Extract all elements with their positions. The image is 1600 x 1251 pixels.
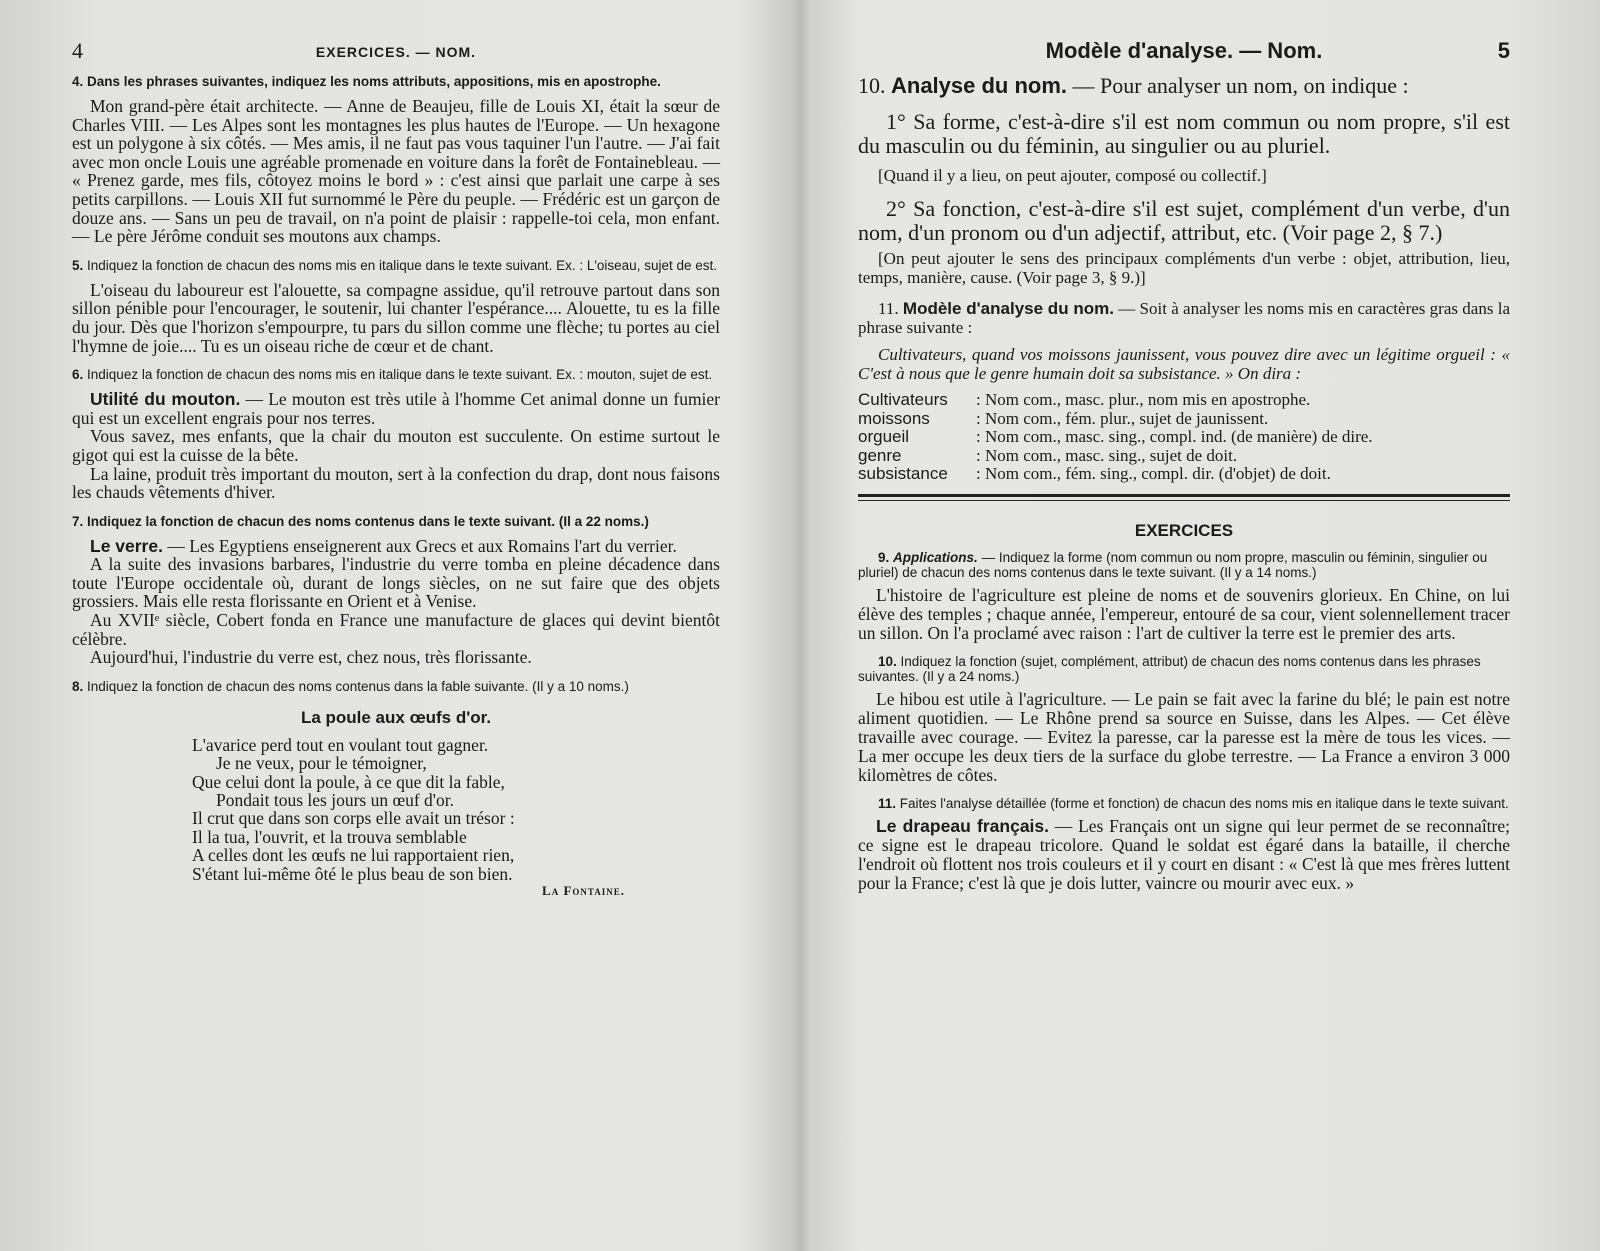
exercise-10-text: Le hibou est utile à l'agriculture. — Le pain se fait avec la farine du blé; le pain est notre aliment quotidien. — Le Rhône prend sa source en Suisse, dans les Alpes. — Cet élève travaille avec courage. — Evitez la paresse, car la paresse est la mère de tous les vices. — La mer occupe les deux tiers de la surface du globe terrestre. — La France a environ 3 000 kilomètres de côtes. [858, 689, 1510, 785]
exercise-7-para-3: Au XVIIᵉ siècle, Cobert fonda en France une manufacture de glaces qui devint bientôt célèbre. [72, 610, 720, 649]
exercise-number: 9. [878, 549, 890, 565]
exercise-9-instruction [858, 550, 1510, 580]
poem [192, 736, 720, 883]
instruction-text: Indiquez la fonction de chacun des noms contenus dans la fable suivante. (Il y a 10 noms.) [87, 678, 629, 694]
analysis-detail: : Nom com., fém. plur., sujet de jaunissent. [976, 408, 1269, 428]
instruction-text: Indiquez la fonction (sujet, complément, attribut) de chacun des noms contenus dans les phrases suivantes. (Il y a 24 noms.) [858, 654, 1481, 685]
para-text: — Le mouton est très utile à l'homme Cet animal donne un fumier qui est un excellent engrais pour nos terres. [72, 389, 721, 428]
section-title: Analyse du nom. [891, 73, 1068, 98]
model-sentence: Cultivateurs, quand vos moissons jaunissent, vous pouvez dire avec un légitime orgueil : « C'est à nous que le genre humain doit sa subsistance. » On dira : [858, 345, 1510, 383]
left-page [0, 0, 790, 1251]
exercise-11-text [858, 817, 1510, 892]
section-10-intro [858, 74, 1510, 98]
divider-rule [858, 500, 1510, 501]
page-number: 4 [72, 38, 83, 63]
exercise-number: 10. [878, 654, 897, 670]
text-subtitle: Utilité du mouton. [90, 389, 241, 410]
instruction-text: — Indiquez la forme (nom commun ou nom propre, masculin ou féminin, singulier ou pluriel) de chacun des noms contenus dans le texte suivant. (Il y a 14 noms.) [858, 549, 1488, 580]
exercise-4-text: Mon grand-père était architecte. — Anne de Beaujeu, fille de Louis XI, était la sœur de Charles VIII. — Les Alpes sont les montagnes les plus hautes de l'Europe. — Un hexagone est un polygone à six côtés. — Mes amis, il ne faut pas vous taquiner l'un l'autre. — J'ai fait avec mon oncle Louis une agréable promenade en voiture dans la forêt de Fontainebleau. — « Prenez garde, mes fils, côtoyez moins le bord » : c'est ainsi que parlait une carpe à ses petits carpillons. — Louis XII fut surnommé le Père du peuple. — Frédéric est un garçon de douze ans. — Sans un peu de travail, on n'a point de plaisir : rappelle-toi cela, mon enfant. — Le père Jérôme conduit ses moutons aux champs. [72, 96, 720, 247]
section-intro: — Soit à analyser les noms mis en caractères gras dans la phrase suivante : [858, 299, 1511, 337]
section-number: 11. [878, 299, 899, 318]
exercise-6-instruction [72, 367, 720, 382]
exercise-number: 4. [72, 74, 84, 89]
exercise-number: 6. [72, 367, 84, 383]
exercise-5-instruction [72, 258, 720, 273]
section-10-note-2: [On peut ajouter le sens des principaux compléments d'un verbe : objet, attribution, lieu, temps, manière, cause. (Voir page 3, § 9.)] [858, 249, 1510, 287]
analysis-detail: : Nom com., masc. plur., nom mis en apostrophe. [976, 390, 1311, 409]
poem-line: Je ne veux, pour le témoigner, [216, 753, 427, 774]
section-11-intro [858, 299, 1510, 337]
poem-title: La poule aux œufs d'or. [300, 707, 492, 727]
section-number: 10. [858, 73, 886, 98]
poem-line: Il la tua, l'ouvrit, et la trouva semblable [192, 826, 467, 847]
exercise-number: 8. [72, 678, 84, 694]
analysis-word: moissons [858, 408, 930, 428]
text-subtitle: Le verre. [90, 535, 163, 556]
analysis-word: Cultivateurs [858, 390, 948, 409]
exercise-label: Applications. [893, 549, 978, 565]
table-row [858, 391, 1510, 410]
analysis-word: genre [858, 445, 902, 465]
exercise-6-para-1 [72, 390, 720, 427]
exercise-11-instruction [858, 796, 1510, 811]
exercise-7-para-2: A la suite des invasions barbares, l'industrie du verre tomba en pleine décadence dans toute l'Europe occidentale où, durant de longs siècles, on ne sut faire que des objets grossiers. Mais elle resta florissante en Orient et à Venise. [72, 554, 720, 612]
analysis-detail: : Nom com., masc. sing., compl. ind. (de manière) de dire. [976, 427, 1373, 447]
table-row [858, 465, 1510, 484]
exercise-number: 5. [72, 257, 84, 273]
exercise-6-para-2: Vous savez, mes enfants, que la chair du mouton est succulente. On estime surtout le gigot qui est la cuisse de la bête. [72, 426, 720, 465]
right-header [858, 38, 1510, 66]
analysis-detail: : Nom com., fém. sing., compl. dir. (d'objet) de doit. [976, 464, 1331, 484]
instruction-text: Indiquez la fonction de chacun des noms contenus dans le texte suivant. (Il a 22 noms.) [87, 513, 649, 529]
running-head: Modèle d'analyse. — Nom. [1045, 38, 1323, 63]
poem-line: L'avarice perd tout en voulant tout gagner. [192, 734, 489, 755]
analysis-word: orgueil [858, 427, 910, 447]
divider-rule [858, 494, 1510, 497]
instruction-text: Faites l'analyse détaillée (forme et fonction) de chacun des noms mis en italique dans le texte suivant. [899, 796, 1509, 812]
page-number: 5 [1497, 38, 1510, 63]
exercise-7-instruction [72, 514, 720, 529]
analysis-table [858, 391, 1510, 484]
left-header [72, 38, 720, 66]
instruction-text: Dans les phrases suivantes, indiquez les noms attributs, appositions, mis en apostrophe. [87, 74, 661, 89]
para-text: — Les Egyptiens enseignerent aux Grecs et aux Romains l'art du verrier. [167, 535, 677, 556]
exercise-5-text: L'oiseau du laboureur est l'alouette, sa compagne assidue, qu'il retrouve partout dans son sillon pénible pour l'encourager, le soutenir, lui chanter l'espérance.... Alouette, tu es la fille du jour. Dès que l'horizon s'empourpre, tu pars du sillon comme une flèche; tu portes au ciel l'hymne de joie.... Tu es un oiseau riche de cœur et de chant. [72, 279, 720, 356]
analysis-detail: : Nom com., masc. sing., sujet de doit. [976, 445, 1238, 465]
section-10-form: 1° Sa forme, c'est-à-dire s'il est nom commun ou nom propre, s'il est du masculin ou du féminin, au singulier ou au pluriel. [858, 109, 1510, 158]
exercise-4-instruction [72, 74, 720, 89]
poem-author: La Fontaine. [542, 883, 625, 899]
poem-line: A celles dont les œufs ne lui rapportaient rien, [192, 845, 515, 866]
poem-line: S'étant lui-même ôté le plus beau de son bien. [192, 863, 513, 884]
table-row [858, 428, 1510, 447]
text-subtitle: Le drapeau français. [876, 816, 1050, 837]
section-intro: — Pour analyser un nom, on indique : [1072, 73, 1409, 98]
poem-line: Il crut que dans son corps elle avait un trésor : [192, 808, 515, 829]
poem-line: Que celui dont la poule, à ce que dit la fable, [192, 771, 505, 792]
analysis-word: subsistance [858, 464, 948, 484]
exercise-10-instruction [858, 654, 1510, 684]
table-row [858, 410, 1510, 429]
section-10-note-1: [Quand il y a lieu, on peut ajouter, composé ou collectif.] [878, 166, 1267, 185]
exercise-6-para-3: La laine, produit très important du mouton, sert à la confection du drap, dont nous faisons les chauds vêtements d'hiver. [72, 463, 720, 503]
instruction-text: Indiquez la fonction de chacun des noms mis en italique dans le texte suivant. Ex. : L'oiseau, sujet de est. [87, 257, 717, 273]
instruction-text: Indiquez la fonction de chacun des noms mis en italique dans le texte suivant. Ex. : mouton, sujet de est. [87, 367, 713, 383]
poem-line: Pondait tous les jours un œuf d'or. [216, 790, 454, 811]
running-head: EXERCICES. — NOM. [315, 44, 477, 60]
exercise-8-instruction [72, 679, 720, 694]
exercise-7-para-4: Aujourd'hui, l'industrie du verre est, chez nous, très florissante. [90, 647, 532, 668]
table-row [858, 447, 1510, 466]
exercise-9-text: L'histoire de l'agriculture est pleine de noms et de souvenirs glorieux. En Chine, on lui élève des temples ; chaque année, l'empereur, entouré de sa cour, vient solennellement tracer un sillon. On l'a proclamé avec raison : l'art de cultiver la terre est le premier des arts. [858, 584, 1510, 643]
para-text: — Les Français ont un signe qui leur permet de se reconnaître; ce signe est le drapeau tricolore. Quand le soldat est égaré dans la bataille, il cherche l'endroit où flottent nos trois couleurs et il y court en disant : « C'est là que mes frères luttent pour la France; c'est là que je dois lutter, vaincre ou mourir avec eux. » [858, 816, 1510, 893]
exercise-7-para-1 [72, 537, 720, 556]
exercise-number: 11. [878, 796, 897, 812]
section-10-function: 2° Sa fonction, c'est-à-dire s'il est sujet, complément d'un verbe, d'un nom, d'un pronom ou d'un adjectif, attribut, etc. (Voir page 2, § 7.) [858, 196, 1510, 245]
exercise-number: 7. [72, 513, 84, 529]
exercises-heading: EXERCICES [1134, 520, 1234, 540]
right-page [800, 0, 1600, 1251]
section-title: Modèle d'analyse du nom. [902, 299, 1114, 318]
